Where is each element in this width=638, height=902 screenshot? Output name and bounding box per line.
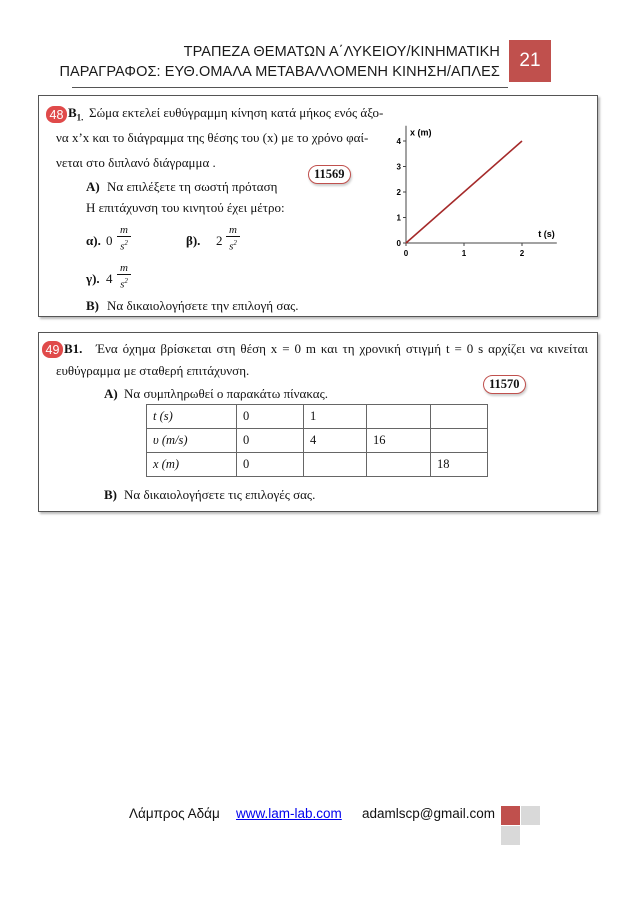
q48-text-line2: να x’x και το διάγραμμα της θέσης του (x) με το χρόνο φαί- — [56, 130, 369, 145]
table-cell — [367, 453, 431, 477]
q49-partB-text: Να δικαιολογήσετε τις επιλογές σας. — [124, 487, 316, 502]
q48-partB-text: Να δικαιολογήσετε την επιλογή σας. — [107, 298, 299, 313]
table-cell — [431, 405, 488, 429]
table-cell: 0 — [237, 405, 304, 429]
table-cell: 0 — [237, 429, 304, 453]
y-tick-label: 3 — [396, 162, 401, 172]
q49-partA-text: Να συμπληρωθεί ο παρακάτω πίνακας. — [124, 386, 328, 401]
q49-text-line2: ευθύγραμμα με σταθερή επιτάχυνση. — [56, 363, 250, 378]
table-cell — [431, 429, 488, 453]
q48-option-c-value: 4 — [106, 271, 113, 286]
q48-partA-text: Να επιλέξετε τη σωστή πρόταση — [107, 179, 278, 194]
table-row — [147, 453, 488, 477]
footer-author: Λάμπρος Αδάμ — [129, 806, 220, 821]
table-cell: 16 — [367, 429, 431, 453]
q48-option-a-value: 0 — [106, 233, 113, 248]
y-tick-label: 2 — [396, 188, 401, 197]
footer-website-link[interactable]: www.lam-lab.com — [236, 806, 342, 821]
table-cell — [367, 405, 431, 429]
header-divider — [72, 87, 508, 88]
table-cell: 4 — [304, 429, 367, 453]
x-axis-label: t (s) — [538, 229, 555, 239]
q48-text-line3: νεται στο διπλανό διάγραμμα . — [56, 155, 216, 170]
table-cell: 0 — [237, 453, 304, 477]
q49-text-line1: Ένα όχημα βρίσκεται στη θέση x = 0 m και τη χρονική στιγμή t = 0 s αρχίζει να κινείται — [96, 341, 588, 356]
q48-text-line1: Σώμα εκτελεί ευθύγραμμη κίνηση κατά μήκος ενός άξο- — [89, 105, 384, 120]
header-subtitle: ΠΑΡΑΓΡΑΦΟΣ: ΕΥΘ.ΟΜΑΛΑ ΜΕΤΑΒΑΛΛΟΜΕΝΗ ΚΙΝΗΣΗ/ΑΠΛΕΣ — [59, 64, 500, 80]
x-tick-label: 0 — [403, 249, 409, 258]
q48-option-a-unit: $\frac{m}{s^2}$ — [117, 224, 131, 253]
q48-option-b-label: β). — [186, 233, 201, 248]
x-tick-label: 1 — [461, 249, 467, 258]
table-cell: 18 — [431, 453, 488, 477]
q48-stem: Η επιτάχυνση του κινητού έχει μέτρο: — [86, 200, 285, 215]
table-row — [147, 405, 488, 429]
q49-partA-label: Α) — [104, 386, 118, 401]
y-tick-label: 4 — [396, 137, 401, 146]
table-cell: t (s) — [147, 405, 237, 429]
q48-label: $B_{1.}$ — [68, 105, 84, 123]
footer-decor-square — [501, 826, 520, 845]
footer-decor-square — [521, 806, 540, 825]
q48-option-b-value: 2 — [216, 233, 223, 248]
footer-email: adamlscp@gmail.com — [362, 806, 495, 821]
q48-option-c-unit: $\frac{m}{s^2}$ — [117, 262, 131, 291]
question-number-49: 49 — [42, 341, 63, 358]
footer-decor-square — [501, 806, 520, 825]
q48-code-badge: 11569 — [308, 165, 351, 184]
position-time-chart — [390, 100, 590, 262]
table-cell — [304, 453, 367, 477]
table-cell: x (m) — [147, 453, 237, 477]
header-title: ΤΡΑΠΕΖΑ ΘΕΜΑΤΩΝ Α΄ΛΥΚΕΙΟΥ/ΚΙΝΗΜΑΤΙΚΗ — [183, 44, 500, 60]
q49-label: Β1. — [64, 341, 83, 356]
table-cell: υ (m/s) — [147, 429, 237, 453]
table-row — [147, 429, 488, 453]
q48-option-b-unit: $\frac{m}{s^2}$ — [226, 224, 240, 253]
x-tick-label: 2 — [519, 249, 525, 258]
series-line — [406, 141, 522, 243]
page-number: 21 — [509, 40, 551, 82]
y-axis-label: x (m) — [410, 127, 432, 138]
q48-option-a-label: α). — [86, 233, 101, 248]
q49-code-badge: 11570 — [483, 375, 526, 394]
question-number-48: 48 — [46, 106, 67, 123]
q49-table — [146, 404, 488, 477]
q48-option-c-label: γ). — [86, 271, 100, 286]
q48-partA-label: Α) — [86, 179, 100, 194]
q49-partB-label: Β) — [104, 487, 117, 502]
q48-partB-label: Β) — [86, 298, 99, 313]
table-cell: 1 — [304, 405, 367, 429]
y-tick-label: 1 — [396, 213, 401, 223]
y-tick-label: 0 — [396, 239, 401, 248]
